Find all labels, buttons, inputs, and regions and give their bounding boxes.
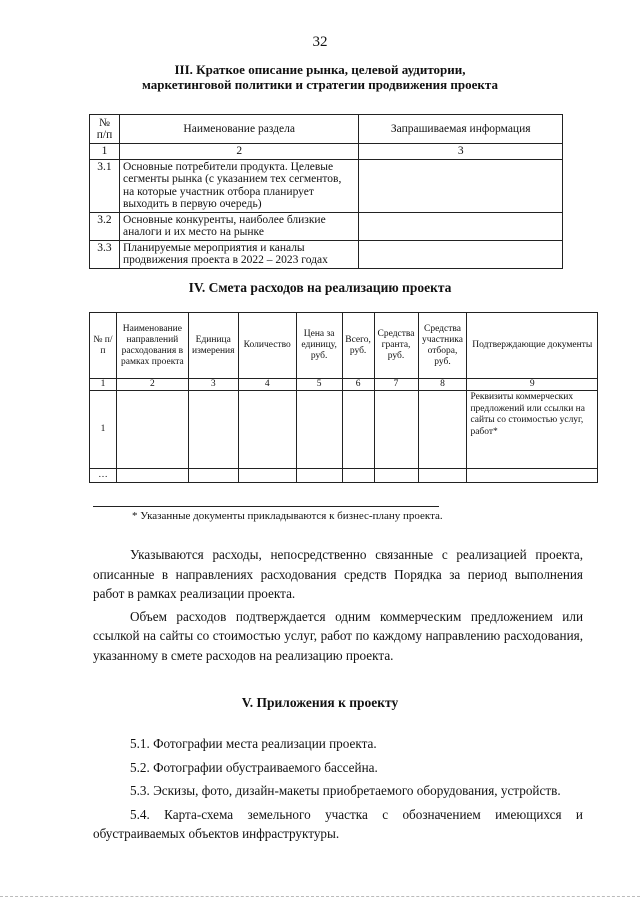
index-cell: 6 (342, 379, 374, 391)
market-description-table (89, 114, 563, 269)
attachments-list (93, 734, 583, 848)
empty-cell (296, 469, 342, 483)
header-total: Всего, руб. (342, 313, 374, 379)
index-cell: 3 (359, 144, 563, 160)
table-header-row (90, 115, 563, 144)
row-number: 1 (90, 391, 117, 469)
index-cell: 1 (90, 144, 120, 160)
empty-cell (188, 469, 238, 483)
header-num: № п/п (90, 313, 117, 379)
list-item: 5.3. Эскизы, фото, дизайн-макеты приобретаемого оборудования, устройств. (130, 783, 561, 798)
empty-cell (374, 391, 418, 469)
list-item: 5.4. Карта-схема земельного участка с обозначением имеющихся и обустраиваемых объектов инфраструктуры. (93, 806, 583, 841)
row-number: 3.3 (90, 240, 120, 268)
section3-title-line2: маркетинговой политики и стратегии продвижения проекта (142, 77, 498, 92)
ellipsis-cell: … (90, 469, 117, 483)
index-cell: 4 (238, 379, 296, 391)
scan-edge (0, 896, 640, 897)
empty-cell (238, 469, 296, 483)
header-direction: Наименование направлений расходования в рамках проекта (116, 313, 188, 379)
body-text (93, 545, 583, 665)
header-requested-info: Запрашиваемая информация (359, 115, 563, 144)
header-unit-price: Цена за единицу, руб. (296, 313, 342, 379)
empty-cell (342, 391, 374, 469)
index-cell: 2 (119, 144, 358, 160)
row-number: 3.2 (90, 212, 120, 240)
index-cell: 7 (374, 379, 418, 391)
row-number: 3.1 (90, 159, 120, 212)
empty-cell (116, 391, 188, 469)
index-cell: 2 (116, 379, 188, 391)
header-participant-funds: Средства участника отбора, руб. (418, 313, 467, 379)
row-info (359, 159, 563, 212)
header-supporting-docs: Подтверждающие документы (467, 313, 598, 379)
header-num: № п/п (90, 115, 120, 144)
header-unit: Единица измерения (188, 313, 238, 379)
empty-cell (374, 469, 418, 483)
index-cell: 3 (188, 379, 238, 391)
empty-cell (116, 469, 188, 483)
row-name: Основные конкуренты, наиболее близкие аналоги и их место на рынке (119, 212, 358, 240)
paragraph: Объем расходов подтверждается одним коммерческим предложением или ссылкой на сайты со стоимостью услуг, работ по каждому направлению расходования, указанному в смете расходов на реализацию проекта. (93, 608, 583, 663)
table-row (90, 391, 598, 469)
section3-title-line1: III. Краткое описание рынка, целевой аудитории, (174, 62, 466, 77)
table-index-row (90, 144, 563, 160)
row-info (359, 240, 563, 268)
table-row (90, 159, 563, 212)
header-quantity: Количество (238, 313, 296, 379)
empty-cell (467, 469, 598, 483)
empty-cell (238, 391, 296, 469)
index-cell: 9 (467, 379, 598, 391)
empty-cell (188, 391, 238, 469)
table-index-row (90, 379, 598, 391)
index-cell: 8 (418, 379, 467, 391)
row-name: Планируемые мероприятия и каналы продвижения проекта в 2022 – 2023 годах (119, 240, 358, 268)
section4-title: IV. Смета расходов на реализацию проекта (188, 280, 452, 295)
index-cell: 1 (90, 379, 117, 391)
row-info (359, 212, 563, 240)
footnote-separator (93, 506, 439, 507)
header-grant-funds: Средства гранта, руб. (374, 313, 418, 379)
section5-title: V. Приложения к проекту (241, 695, 399, 710)
table-row (90, 212, 563, 240)
supporting-docs-cell: Реквизиты коммерческих предложений или ссылки на сайты со стоимостью услуг, работ* (467, 391, 598, 469)
index-cell: 5 (296, 379, 342, 391)
row-name: Основные потребители продукта. Целевые сегменты рынка (с указанием тех сегментов, на которые участник отбора планирует выходить в первую очередь) (119, 159, 358, 212)
empty-cell (296, 391, 342, 469)
list-item: 5.2. Фотографии обустраиваемого бассейна. (130, 759, 378, 775)
footnote: * Указанные документы прикладываются к бизнес-плану проекта. (132, 510, 443, 522)
page-number: 32 (312, 34, 328, 50)
empty-cell (418, 391, 467, 469)
list-item: 5.1. Фотографии места реализации проекта. (130, 736, 377, 751)
cost-estimate-table (89, 312, 598, 483)
header-section-name: Наименование раздела (119, 115, 358, 144)
table-row (90, 240, 563, 268)
table-row (90, 469, 598, 483)
paragraph: Указываются расходы, непосредственно связанные с реализацией проекта, описанные в направлениях расходования средств Порядка за период выполнения работ в рамках реализации проекта. (93, 547, 583, 601)
empty-cell (342, 469, 374, 483)
table-header-row (90, 313, 598, 379)
empty-cell (418, 469, 467, 483)
